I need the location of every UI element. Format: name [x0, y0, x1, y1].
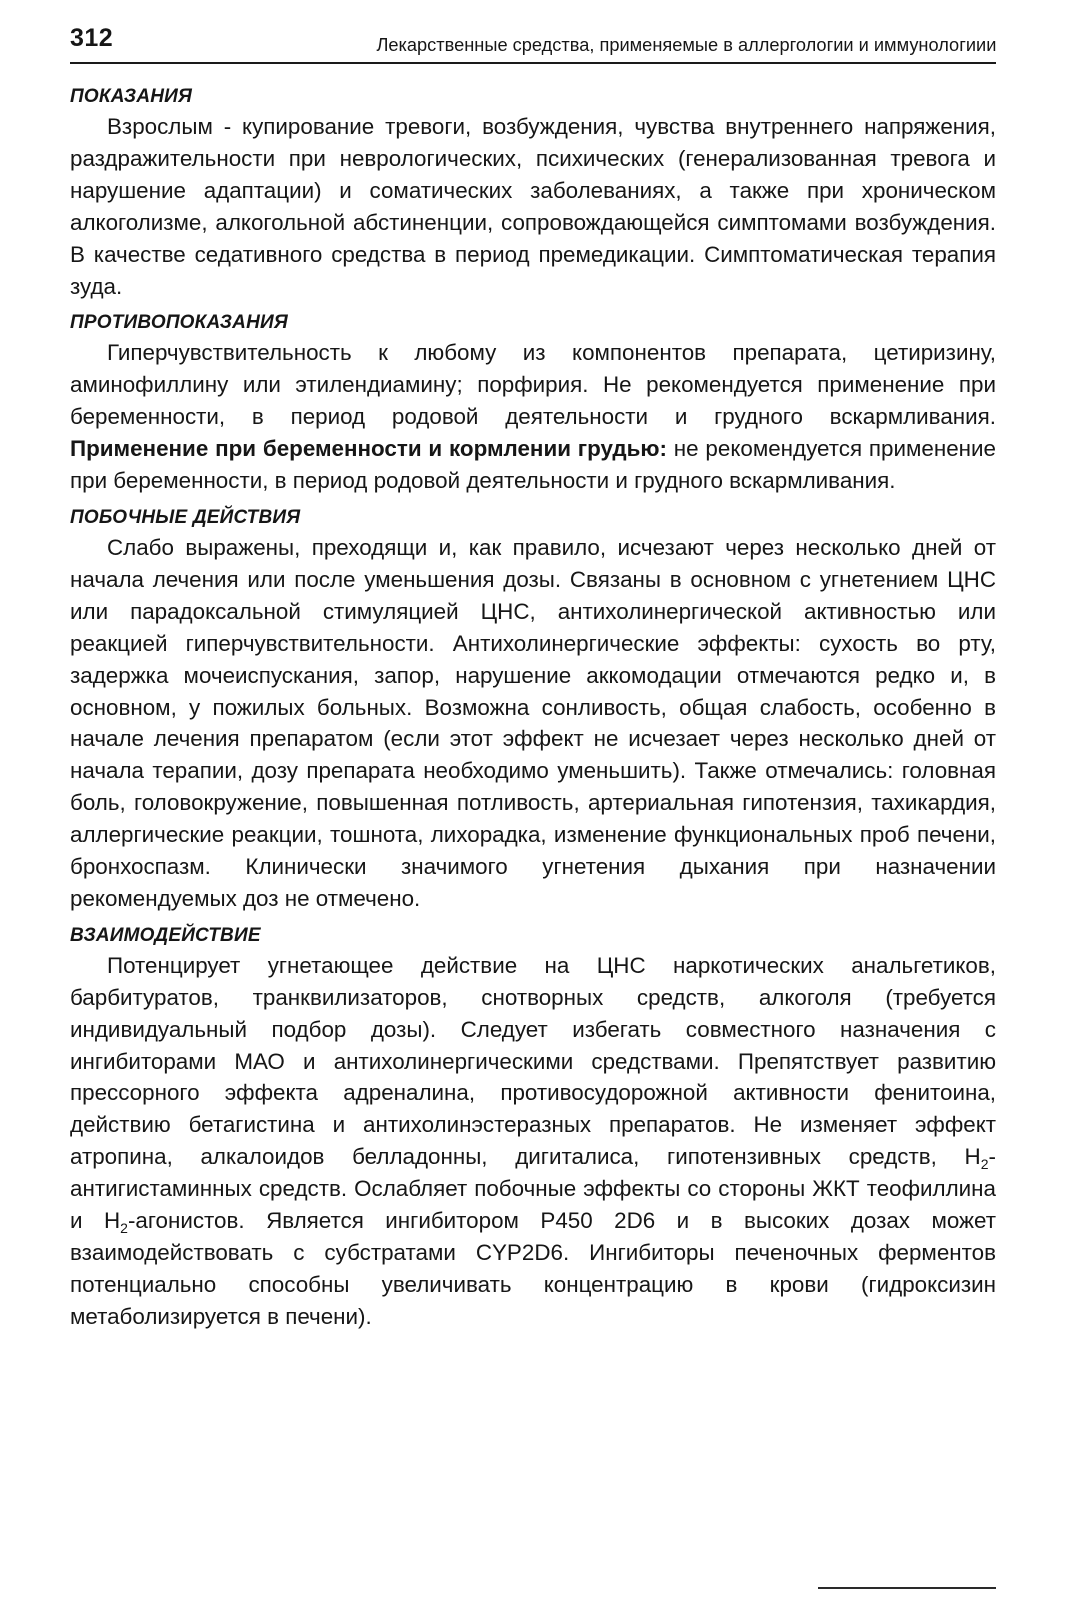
- page-header: [70, 22, 996, 64]
- running-title: Лекарственные средства, применяемые в аллергологии и иммунологиии: [376, 34, 996, 55]
- section-heading-interaction: ВЗАИМОДЕЙСТВИЕ: [70, 924, 261, 946]
- pregnancy-text: не рекомендуется применение при беременности, в период родовой деятельности и грудного вскармливания.: [70, 436, 996, 494]
- section-indications: [70, 82, 996, 302]
- interaction-text-1: Потенцирует угнетающее действие на ЦНС наркотических анальгетиков, барбитуратов, транквилизаторов, снотворных средств, алкоголя (требуется индивидуальный подбор дозы). Следует избегать совместного назначения с ингибиторами МАО и антихолинергическими средствами. Препятствует развитию прессорного эффекта адреналина, противосудорожной активности фенитоина, действию бетагистина и антихолинэстеразных препаратов. Не изменяет эффект атропина, алкалоидов белладонны, дигиталиса, гипотензивных средств, H: [70, 952, 996, 1170]
- subscript-2: 2: [120, 1220, 128, 1237]
- section-body-side-effects: Слабо выражены, преходящи и, как правило, исчезают через несколько дней от начала лечения или после уменьшения дозы. Связаны в основном с угнетением ЦНС или парадоксальной стимуляцией ЦНС, антихолинергической активностью или реакцией гиперчувствительности. Антихолинергические эффекты: сухость во рту, задержка мочеиспускания, запор, нарушение аккомодации отмечаются редко и, в основном, у пожилых больных. Возможна сонливость, общая слабость, особенно в начале лечения препаратом (если этот эффект не исчезает через несколько дней от начала терапии, дозу препарата необходимо уменьшить). Также отмечались: головная боль, головокружение, повышенная потливость, артериальная гипотензия, тахикардия, аллергические реакции, тошнота, лихорадка, изменение функциональных проб печени, бронхоспазм. Клинически значимого угнетения дыхания при назначении рекомендуемых доз не отмечено.: [70, 534, 996, 911]
- footer-rule: [818, 1587, 996, 1589]
- section-body-interaction: [70, 950, 996, 1333]
- section-heading-side-effects: ПОБОЧНЫЕ ДЕЙСТВИЯ: [70, 506, 301, 528]
- page-number: 312: [70, 24, 114, 52]
- section-body-indications: Взрослым - купирование тревоги, возбуждения, чувства внутреннего напряжения, раздражительности при неврологических, психических (генерализованная тревога и нарушение адаптации) и соматических заболеваниях, а также при хроническом алкоголизме, алкогольной абстиненции, сопровождающейся симптомами возбуждения. В качестве седативного средства в период премедикации. Симптоматическая терапия зуда.: [70, 114, 996, 299]
- page-content: [70, 82, 996, 1339]
- section-body-contraindications: [70, 337, 996, 497]
- interaction-text-2: -антигистаминных средств. Ослабляет побочные эффекты со стороны ЖКТ теофиллина и H: [70, 1144, 996, 1234]
- contraindications-text: Гиперчувствительность к любому из компонентов препарата, цетиризину, аминофиллину или этилендиамину; порфирия. Не рекомендуется применение при беременности, в период родовой деятельности и грудного вскармливания.: [70, 340, 996, 430]
- section-contraindications: [70, 308, 996, 497]
- interaction-text-3: -агонистов. Является ингибитором P450 2D6 и в высоких дозах может взаимодействовать с субстратами CYP2D6. Ингибиторы печеночных ферментов потенциально способны увеличивать концентрацию в крови (гидроксизин метаболизируется в печени).: [70, 1208, 996, 1329]
- subscript-2: 2: [980, 1156, 989, 1173]
- pregnancy-label: Применение при беременности и кормлении грудью:: [70, 436, 667, 462]
- section-heading-contraindications: ПРОТИВОПОКАЗАНИЯ: [70, 312, 288, 334]
- section-interaction: [70, 921, 996, 1333]
- section-heading-indications: ПОКАЗАНИЯ: [70, 86, 193, 107]
- section-side-effects: [70, 503, 996, 915]
